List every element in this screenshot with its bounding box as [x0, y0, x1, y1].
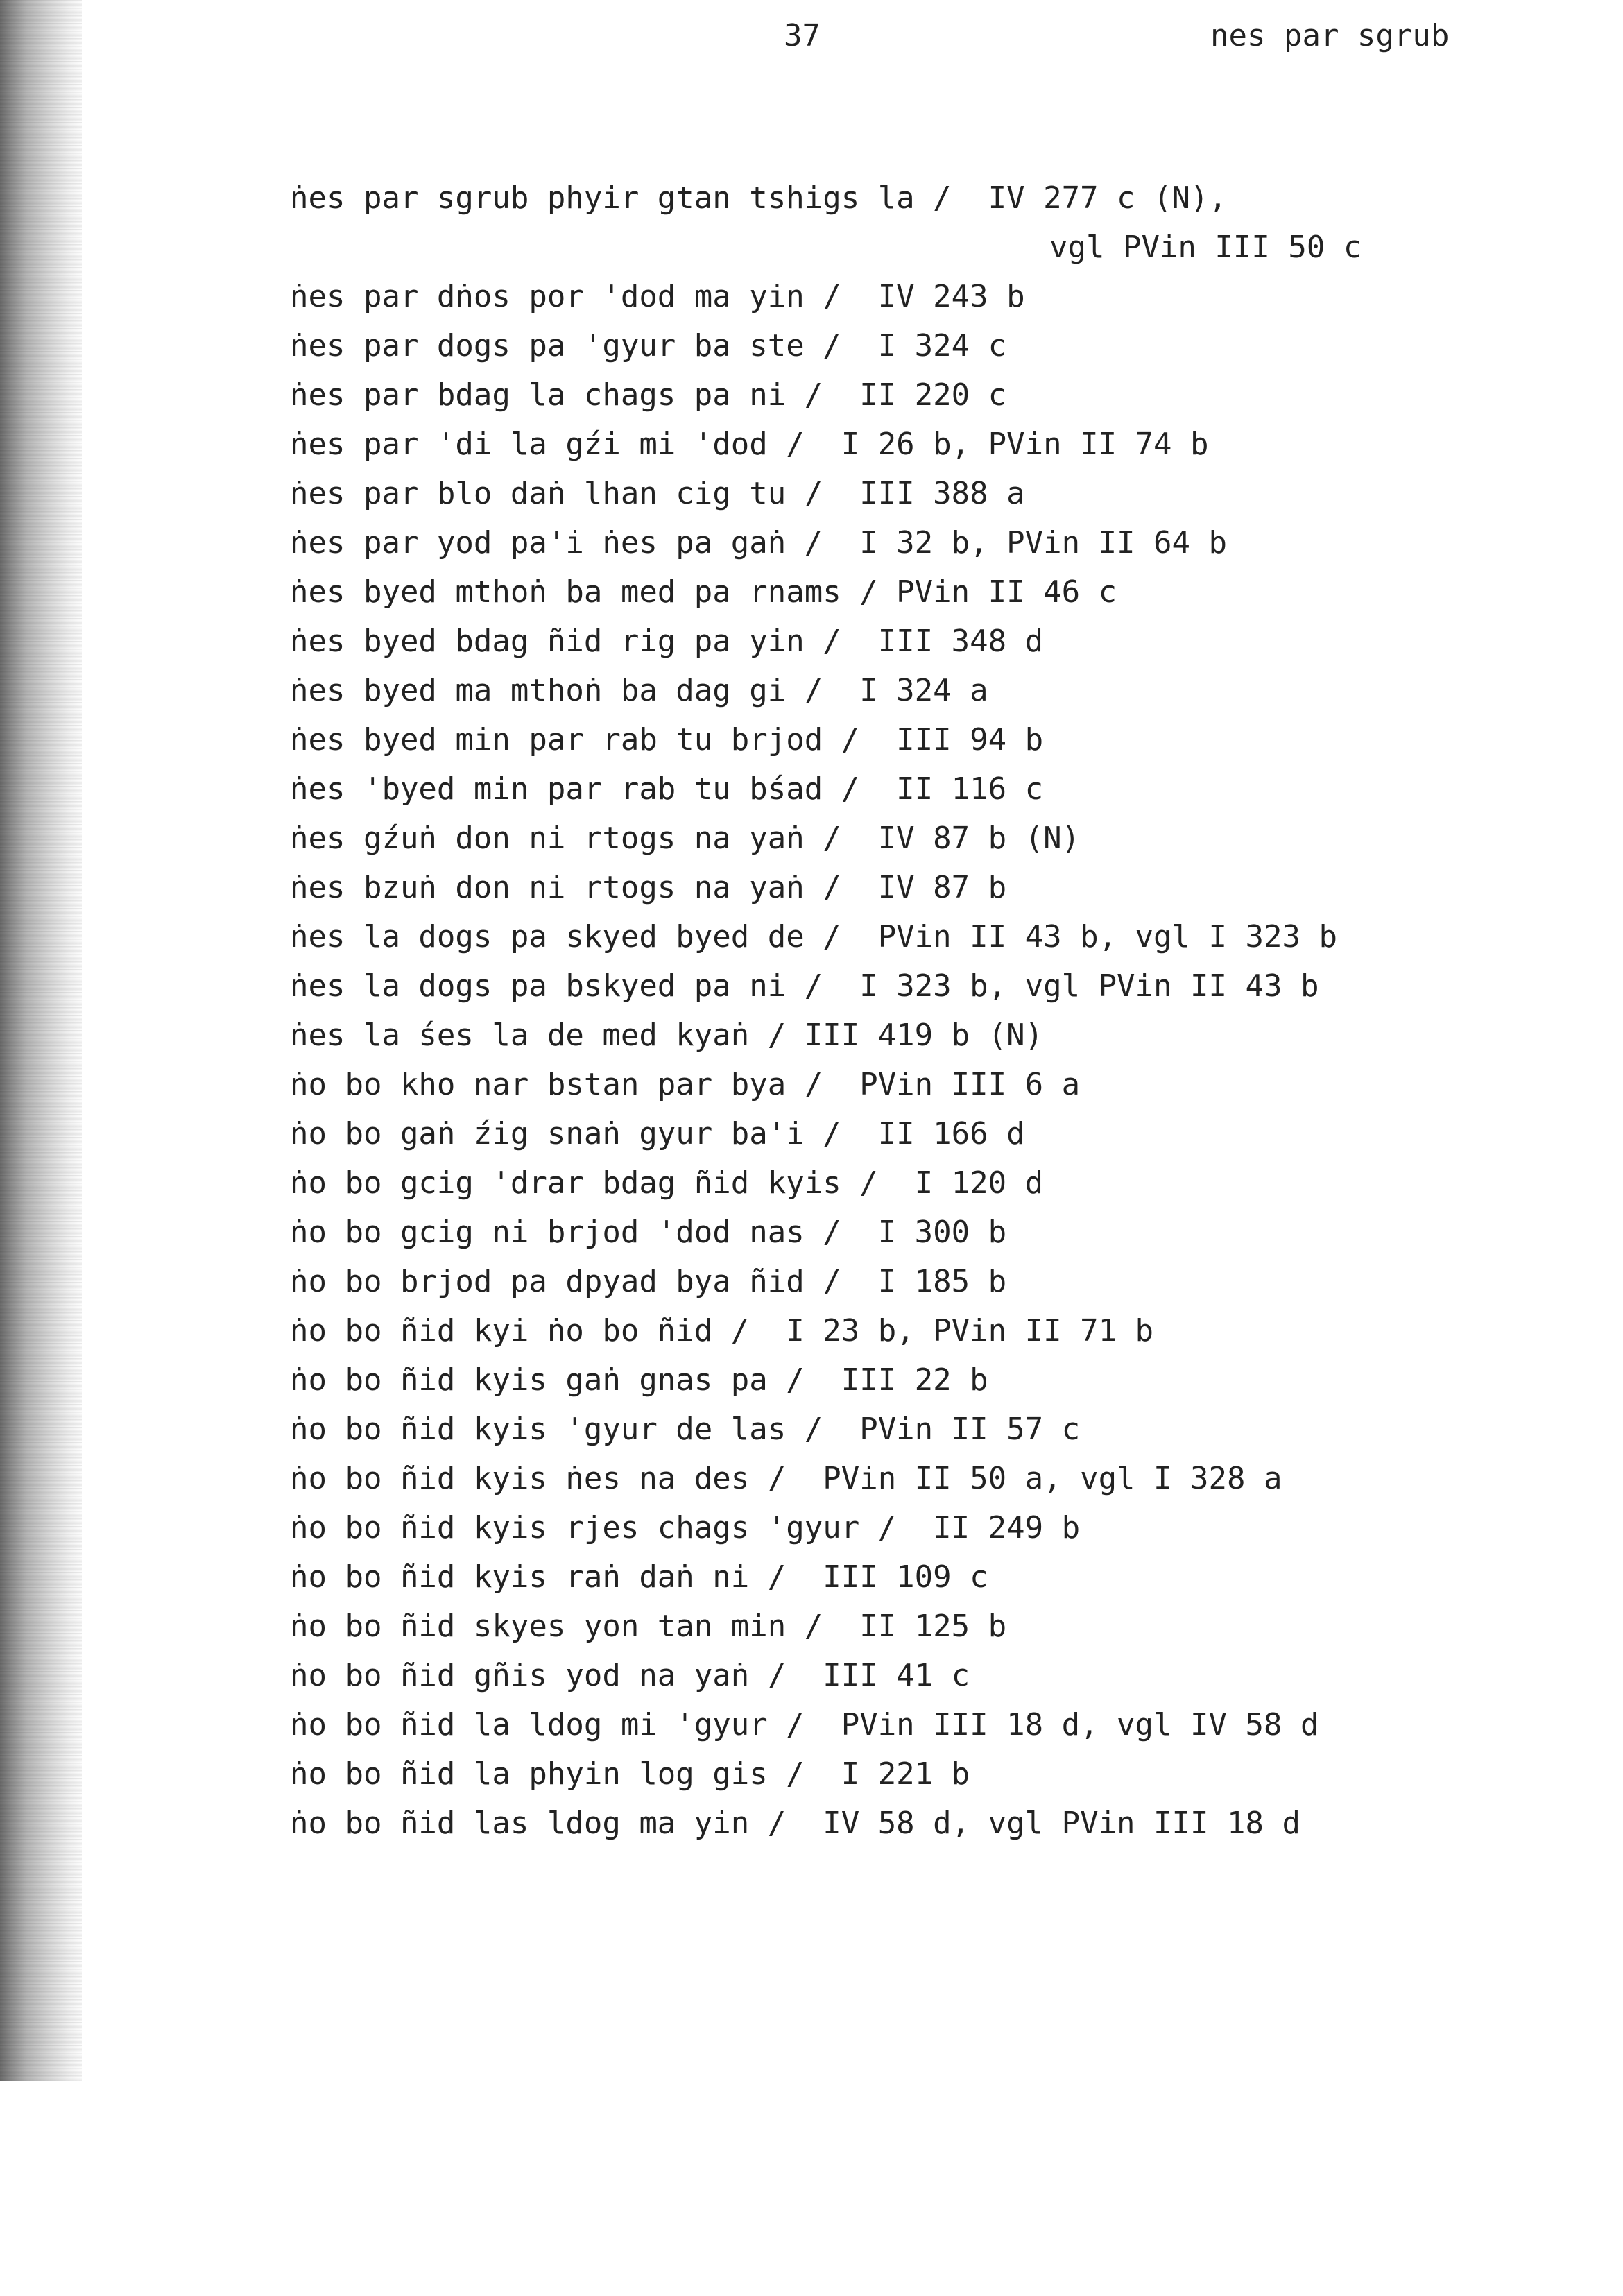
index-entry: ṅes byed min par rab tu brjod / III 94 b [290, 722, 1044, 757]
index-entry: ṅo bo ñid kyis gaṅ gnas pa / III 22 b [290, 1362, 988, 1398]
index-entry: ṅes bzuṅ don ni rtogs na yaṅ / IV 87 b [290, 870, 1007, 905]
index-entry: ṅes par sgrub phyir gtan tshigs la / IV 277 c (N), [290, 180, 1228, 216]
index-entry: ṅes par dṅos por 'dod ma yin / IV 243 b [290, 279, 1025, 314]
index-entry: ṅes 'byed min par rab tu bśad / II 116 c [290, 771, 1044, 807]
index-entry: ṅo bo gaṅ źig snaṅ gyur ba'i / II 166 d [290, 1116, 1025, 1151]
index-entry-list [290, 173, 1469, 1848]
index-entry: ṅes la dogs pa skyed byed de / PVin II 43 b, vgl I 323 b [290, 919, 1337, 954]
index-entry: ṅo bo ñid kyi ṅo bo ñid / I 23 b, PVin II 71 b [290, 1313, 1154, 1348]
index-entry: ṅo bo ñid la phyin log gis / I 221 b [290, 1756, 970, 1792]
index-entry: ṅes byed mthoṅ ba med pa rnams / PVin II 46 c [290, 574, 1117, 610]
index-entry: ṅo bo brjod pa dpyad bya ñid / I 185 b [290, 1264, 1007, 1299]
index-entry: ṅo bo ñid kyis raṅ daṅ ni / III 109 c [290, 1559, 988, 1595]
index-entry: ṅes la dogs pa bskyed pa ni / I 323 b, vgl PVin II 43 b [290, 968, 1319, 1004]
index-entry: ṅo bo ñid kyis ṅes na des / PVin II 50 a, vgl I 328 a [290, 1461, 1282, 1496]
index-entry: ṅes byed bdag ñid rig pa yin / III 348 d [290, 624, 1044, 659]
index-entry: ṅes gźuṅ don ni rtogs na yaṅ / IV 87 b (N) [290, 821, 1081, 856]
index-entry: ṅes par yod pa'i ṅes pa gaṅ / I 32 b, PVin II 64 b [290, 525, 1228, 560]
index-entry: ṅo bo ñid kyis 'gyur de las / PVin II 57 c [290, 1412, 1081, 1447]
index-entry: ṅo bo ñid las ldog ma yin / IV 58 d, vgl PVin III 18 d [290, 1806, 1300, 1841]
index-entry: ṅo bo gcig 'drar bdag ñid kyis / I 120 d [290, 1165, 1044, 1201]
index-entry: ṅes par blo daṅ lhan cig tu / III 388 a [290, 476, 1025, 511]
index-entry: ṅo bo ñid kyis rjes chags 'gyur / II 249 b [290, 1510, 1081, 1545]
index-entry: ṅo bo ñid skyes yon tan min / II 125 b [290, 1609, 1007, 1644]
index-entry: ṅes par dogs pa 'gyur ba ste / I 324 c [290, 328, 1007, 363]
index-entry: ṅo bo gcig ni brjod 'dod nas / I 300 b [290, 1215, 1007, 1250]
index-entry: ṅes la śes la de med kyaṅ / III 419 b (N) [290, 1018, 1044, 1053]
page-number: 37 [784, 18, 821, 53]
index-entry: ṅes par 'di la gźi mi 'dod / I 26 b, PVin II 74 b [290, 427, 1209, 462]
index-entry: ṅo bo ñid gñis yod na yaṅ / III 41 c [290, 1658, 970, 1693]
index-entry: ṅo bo kho nar bstan par bya / PVin III 6 a [290, 1067, 1081, 1102]
scanned-binding-edge [0, 0, 82, 2081]
index-entry: ṅes byed ma mthoṅ ba dag gi / I 324 a [290, 673, 988, 708]
index-entry-continuation: vgl PVin III 50 c [1049, 230, 1362, 265]
index-entry: ṅo bo ñid la ldog mi 'gyur / PVin III 18 d, vgl IV 58 d [290, 1707, 1319, 1742]
running-head: nes par sgrub [1210, 18, 1450, 53]
index-entry: ṅes par bdag la chags pa ni / II 220 c [290, 377, 1007, 413]
